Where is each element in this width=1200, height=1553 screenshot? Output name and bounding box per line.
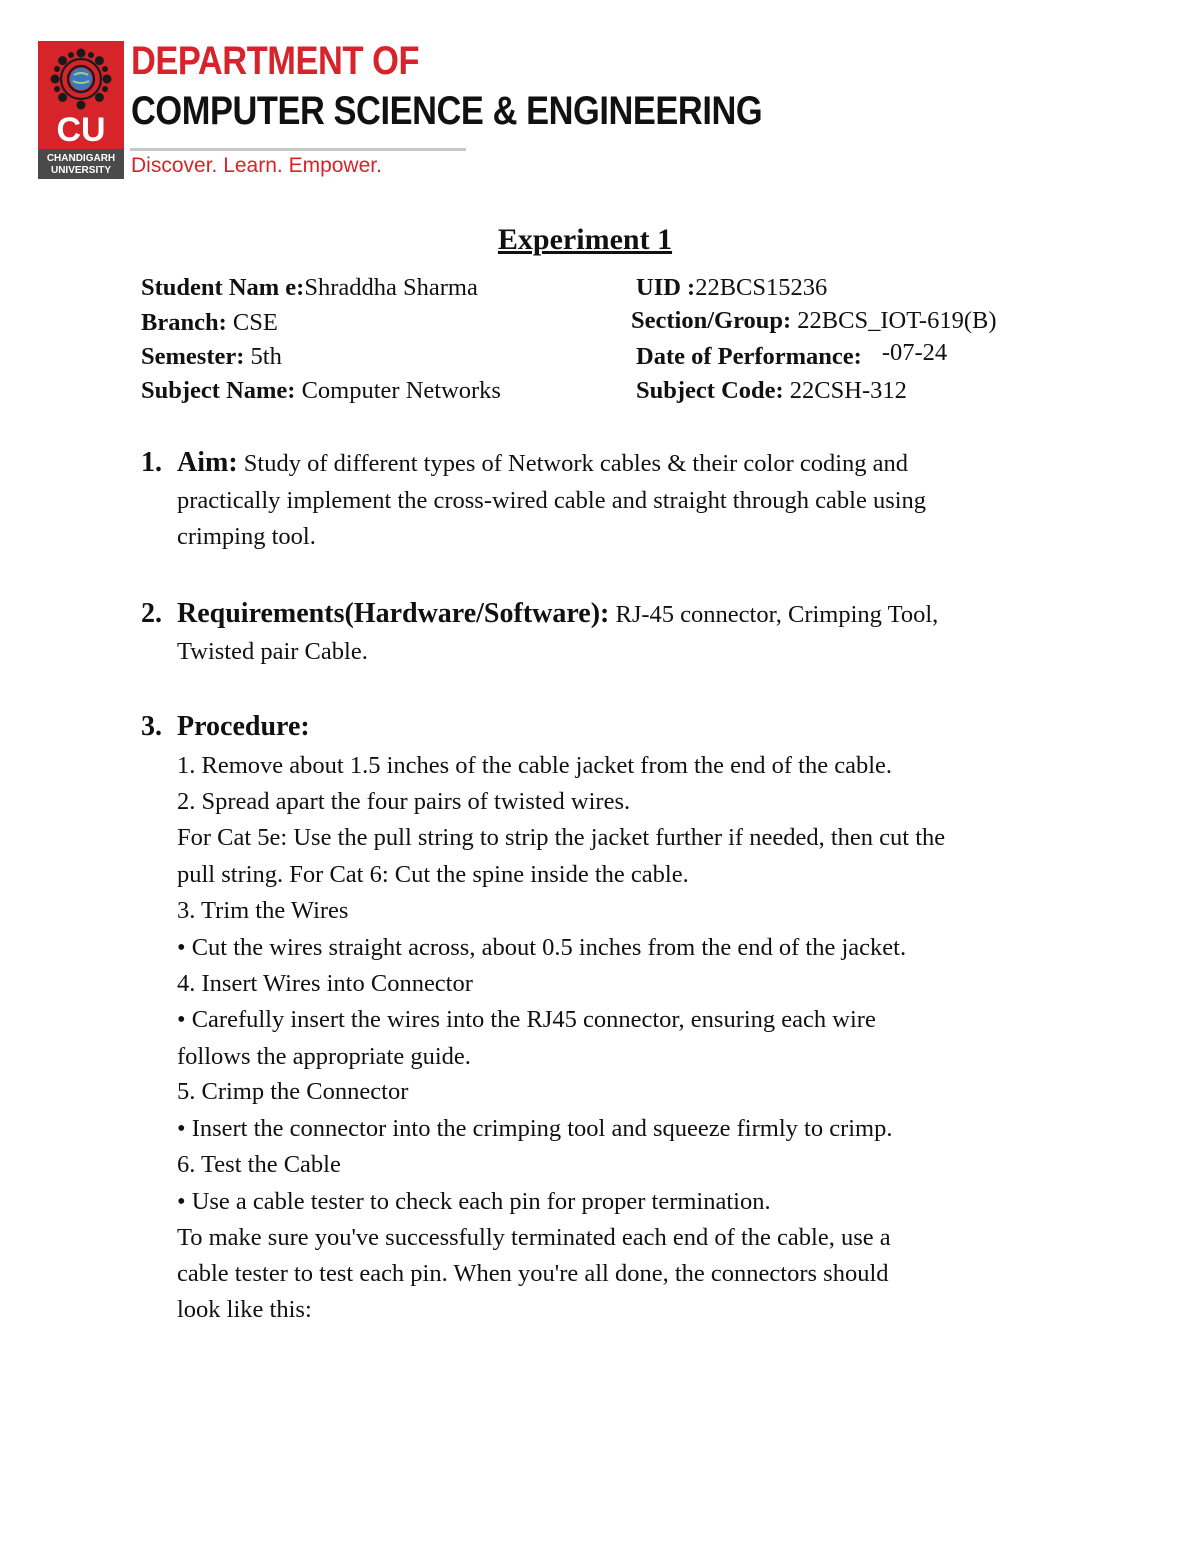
procedure-line: pull string. For Cat 6: Cut the spine inside the cable. <box>177 861 689 888</box>
procedure-line: • Use a cable tester to check each pin for proper termination. <box>177 1188 771 1215</box>
uid-value: 22BCS15236 <box>695 274 828 301</box>
logo-band-line2: UNIVERSITY <box>50 165 111 176</box>
student-name-value: Shraddha Sharma <box>304 274 478 301</box>
subject-code-value: 22CSH-312 <box>783 377 907 404</box>
requirements-line2: Twisted pair Cable. <box>177 637 368 665</box>
procedure-number: 3. <box>141 711 162 742</box>
uid-label: UID : <box>636 274 696 301</box>
procedure-line: 4. Insert Wires into Connector <box>177 970 473 997</box>
aim-line1: Study of different types of Network cables & their color coding and <box>237 450 909 477</box>
procedure-heading: Procedure: <box>177 711 310 742</box>
subject-name-value: Computer Networks <box>295 377 501 404</box>
requirements-heading: Requirements(Hardware/Software): <box>177 598 610 629</box>
procedure-line: 6. Test the Cable <box>177 1151 341 1178</box>
semester-value: 5th <box>244 343 282 370</box>
requirements-number: 2. <box>141 598 162 629</box>
procedure-line: For Cat 5e: Use the pull string to strip the jacket further if needed, then cut the <box>177 824 946 851</box>
date-row <box>636 339 948 372</box>
header-divider <box>130 148 466 151</box>
date-label: Date of Performance: <box>636 343 862 370</box>
requirements-line1: RJ-45 connector, Crimping Tool, <box>609 601 939 628</box>
section-row <box>631 306 997 336</box>
section-label: Section/Group: <box>631 307 792 334</box>
procedure-line: 1. Remove about 1.5 inches of the cable jacket from the end of the cable. <box>177 752 892 779</box>
branch-row <box>141 308 278 338</box>
procedure-line: To make sure you've successfully terminated each end of the cable, use a <box>177 1224 891 1251</box>
branch-value: CSE <box>226 309 278 336</box>
semester-label: Semester: <box>141 343 245 370</box>
aim-section <box>141 445 1061 556</box>
procedure-line: cable tester to test each pin. When you're all done, the connectors should <box>177 1260 889 1287</box>
procedure-line: 2. Spread apart the four pairs of twisted wires. <box>177 788 631 815</box>
logo-band-line1: CHANDIGARH <box>46 153 116 164</box>
procedure-line: 3. Trim the Wires <box>177 897 349 924</box>
aim-line3: crimping tool. <box>177 523 316 550</box>
department-heading: DEPARTMENT OF <box>131 39 420 83</box>
department-name: COMPUTER SCIENCE & ENGINEERING <box>131 89 763 133</box>
aim-number: 1. <box>141 447 162 478</box>
procedure-line: 5. Crimp the Connector <box>177 1078 409 1105</box>
procedure-line: • Insert the connector into the crimping tool and squeeze firmly to crimp. <box>177 1115 893 1142</box>
procedure-line: follows the appropriate guide. <box>177 1043 471 1070</box>
tagline: Discover. Learn. Empower. <box>131 154 382 177</box>
subject-code-label: Subject Code: <box>636 377 784 404</box>
experiment-title: Experiment 1 <box>497 223 673 256</box>
logo-text: CU <box>56 111 106 149</box>
semester-row <box>141 342 282 372</box>
aim-heading: Aim: <box>177 447 238 478</box>
subject-code-row <box>636 376 907 406</box>
section-value: 22BCS_IOT-619(B) <box>791 307 997 334</box>
subject-name-label: Subject Name: <box>141 377 296 404</box>
university-logo <box>38 41 124 179</box>
procedure-line: • Carefully insert the wires into the RJ45 connector, ensuring each wire <box>177 1006 876 1033</box>
student-name-label: Student Nam e: <box>141 274 305 301</box>
subject-name-row <box>141 376 501 406</box>
uid-row <box>636 273 827 303</box>
requirements-section <box>141 596 1061 670</box>
logo-university-band <box>38 149 124 179</box>
procedure-line: look like this: <box>177 1296 312 1323</box>
procedure-heading-row <box>141 709 310 747</box>
branch-label: Branch: <box>141 309 227 336</box>
aim-line2: practically implement the cross-wired cable and straight through cable using <box>177 486 927 514</box>
procedure-line: • Cut the wires straight across, about 0.5 inches from the end of the jacket. <box>177 934 907 961</box>
student-name-row <box>141 273 478 303</box>
date-value: -07-24 <box>881 339 948 366</box>
